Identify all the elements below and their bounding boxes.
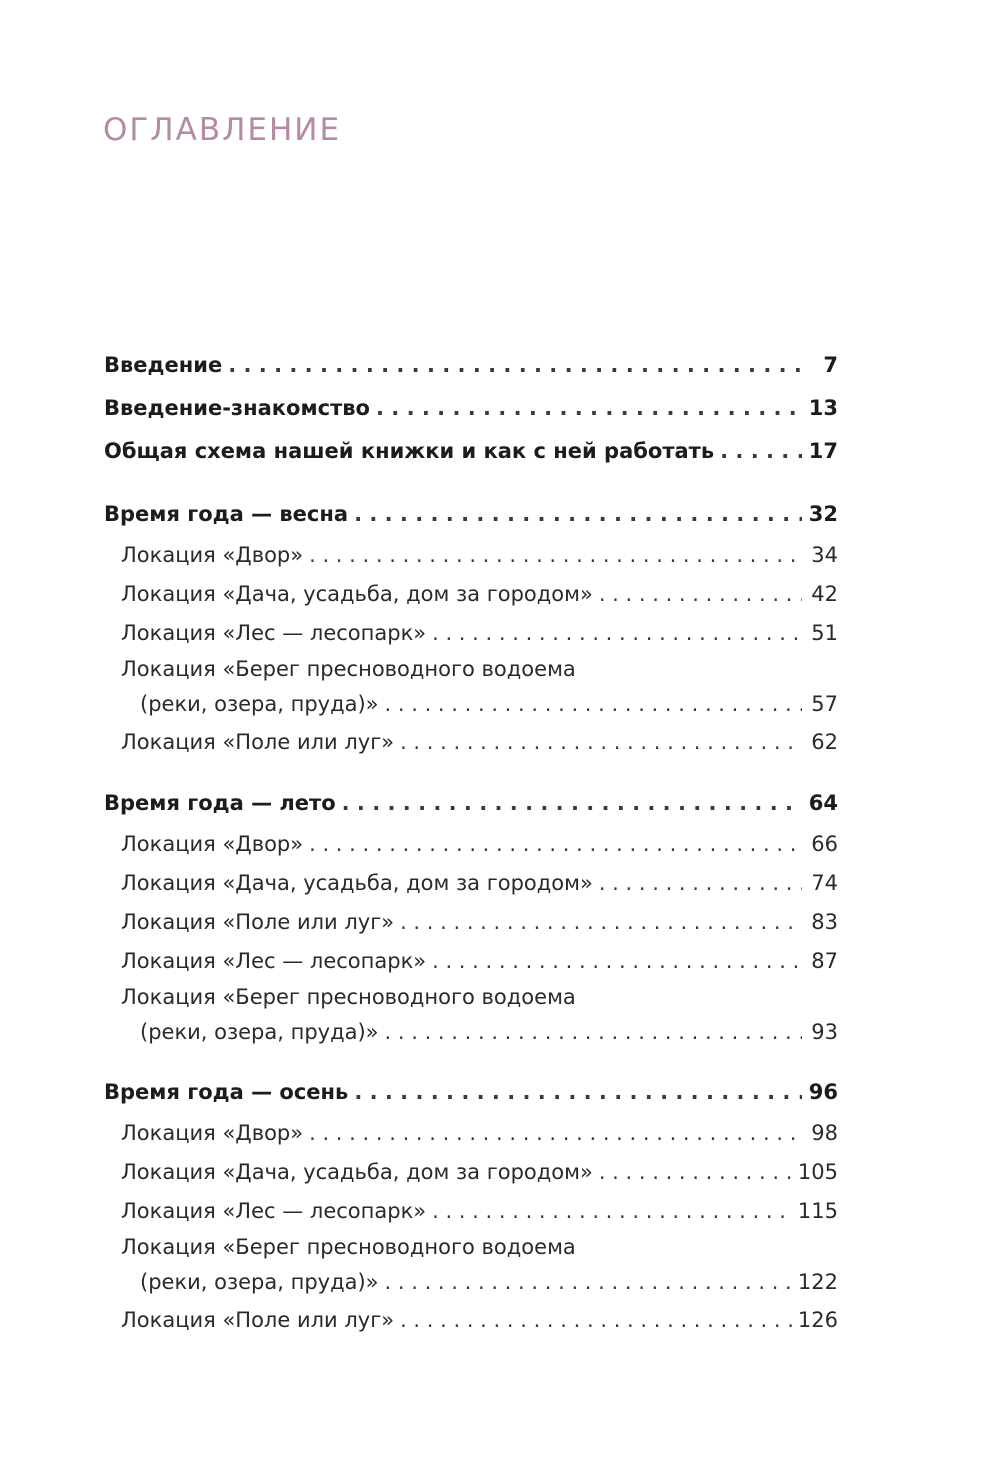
dot-leader xyxy=(720,430,802,473)
toc-entry-summer-shore-cont[interactable] xyxy=(104,1014,838,1051)
toc-entry-page: 62 xyxy=(811,730,838,754)
toc-entry-spring-field[interactable] xyxy=(104,723,838,762)
toc-section-autumn[interactable] xyxy=(104,1071,838,1114)
toc-entry-page: 126 xyxy=(797,1308,838,1332)
toc-entry-intro[interactable] xyxy=(104,344,838,387)
toc-entry-label: Локация «Дача, усадьба, дом за городом» xyxy=(121,871,593,895)
toc-entry-label: Введение-знакомство xyxy=(104,396,370,420)
toc-entry-page: 74 xyxy=(811,871,838,895)
toc-entry-label-cont: (реки, озера, пруда)» xyxy=(140,1270,379,1294)
toc-section-page: 32 xyxy=(808,502,838,526)
toc-entry-page: 17 xyxy=(808,439,838,463)
toc-entry-page: 122 xyxy=(797,1270,838,1294)
toc-entry-spring-yard[interactable] xyxy=(104,536,838,575)
toc-entry-page: 83 xyxy=(811,910,838,934)
toc-entry-label: Локация «Двор» xyxy=(121,1121,304,1145)
dot-leader xyxy=(309,536,802,575)
toc-entry-page: 7 xyxy=(823,353,838,377)
toc-entry-summer-shore[interactable] xyxy=(104,981,838,1014)
toc-entry-autumn-forest[interactable] xyxy=(104,1192,838,1231)
toc-section-label: Время года — осень xyxy=(104,1080,349,1104)
page-title: ОГЛАВЛЕНИЕ xyxy=(103,112,342,148)
toc-entry-label: Локация «Берег пресноводного водоема xyxy=(121,657,576,681)
toc-entry-page: 105 xyxy=(797,1160,838,1184)
toc-entry-label: Локация «Двор» xyxy=(121,832,304,856)
toc-entry-autumn-shore[interactable] xyxy=(104,1231,838,1264)
toc-entry-label: Локация «Берег пресноводного водоема xyxy=(121,1235,576,1259)
toc-entry-label: Локация «Берег пресноводного водоема xyxy=(121,985,576,1009)
toc-entry-page: 42 xyxy=(811,582,838,606)
toc-entry-page: 93 xyxy=(811,1020,838,1044)
toc-entry-summer-forest[interactable] xyxy=(104,942,838,981)
toc-entry-spring-forest[interactable] xyxy=(104,614,838,653)
toc-entry-summer-field[interactable] xyxy=(104,903,838,942)
toc-entry-page: 57 xyxy=(811,692,838,716)
dot-leader xyxy=(432,614,802,653)
dot-leader xyxy=(376,387,802,430)
dot-leader xyxy=(228,344,802,387)
toc-entry-autumn-dacha[interactable] xyxy=(104,1153,838,1192)
toc-entry-label: Локация «Поле или луг» xyxy=(121,1308,395,1332)
dot-leader xyxy=(599,575,802,614)
dot-leader xyxy=(385,1014,802,1051)
toc-entry-label-cont: (реки, озера, пруда)» xyxy=(140,1020,379,1044)
toc-section-label: Время года — весна xyxy=(104,502,349,526)
dot-leader xyxy=(432,942,802,981)
toc-entry-page: 51 xyxy=(811,621,838,645)
toc-entry-label: Локация «Дача, усадьба, дом за городом» xyxy=(121,582,593,606)
toc-entry-summer-yard[interactable] xyxy=(104,825,838,864)
toc-entry-label: Локация «Дача, усадьба, дом за городом» xyxy=(121,1160,593,1184)
toc-entry-spring-dacha[interactable] xyxy=(104,575,838,614)
toc-entry-label: Общая схема нашей книжки и как с ней работать xyxy=(104,439,715,463)
dot-leader xyxy=(385,686,802,723)
toc-section-page: 64 xyxy=(808,791,838,815)
toc-entry-label: Введение xyxy=(104,353,223,377)
toc-entry-spring-shore-cont[interactable] xyxy=(104,686,838,723)
toc-entry-page: 87 xyxy=(811,949,838,973)
dot-leader xyxy=(354,1071,802,1114)
toc-entry-intro-acquaintance[interactable] xyxy=(104,387,838,430)
toc-section-summer[interactable] xyxy=(104,782,838,825)
table-of-contents xyxy=(104,344,838,1340)
toc-section-page: 96 xyxy=(808,1080,838,1104)
toc-entry-page: 66 xyxy=(811,832,838,856)
toc-entry-label-cont: (реки, озера, пруда)» xyxy=(140,692,379,716)
toc-entry-autumn-field[interactable] xyxy=(104,1301,838,1340)
dot-leader xyxy=(400,1301,792,1340)
dot-leader xyxy=(309,1114,802,1153)
toc-entry-page: 13 xyxy=(808,396,838,420)
toc-entry-autumn-shore-cont[interactable] xyxy=(104,1264,838,1301)
toc-entry-label: Локация «Лес — лесопарк» xyxy=(121,1199,427,1223)
toc-entry-summer-dacha[interactable] xyxy=(104,864,838,903)
toc-entry-label: Локация «Лес — лесопарк» xyxy=(121,621,427,645)
dot-leader xyxy=(385,1264,792,1301)
dot-leader xyxy=(342,782,802,825)
toc-section-label: Время года — лето xyxy=(104,791,336,815)
toc-section-spring[interactable] xyxy=(104,493,838,536)
toc-entry-spring-shore[interactable] xyxy=(104,653,838,686)
toc-entry-page: 98 xyxy=(811,1121,838,1145)
dot-leader xyxy=(309,825,802,864)
toc-entry-page: 34 xyxy=(811,543,838,567)
toc-entry-label: Локация «Поле или луг» xyxy=(121,730,395,754)
dot-leader xyxy=(432,1192,792,1231)
toc-entry-page: 115 xyxy=(797,1199,838,1223)
dot-leader xyxy=(599,864,802,903)
dot-leader xyxy=(400,903,802,942)
dot-leader xyxy=(599,1153,792,1192)
toc-entry-label: Локация «Двор» xyxy=(121,543,304,567)
toc-entry-autumn-yard[interactable] xyxy=(104,1114,838,1153)
toc-entry-label: Локация «Лес — лесопарк» xyxy=(121,949,427,973)
dot-leader xyxy=(354,493,802,536)
toc-entry-general-scheme[interactable] xyxy=(104,430,838,473)
toc-entry-label: Локация «Поле или луг» xyxy=(121,910,395,934)
dot-leader xyxy=(400,723,802,762)
